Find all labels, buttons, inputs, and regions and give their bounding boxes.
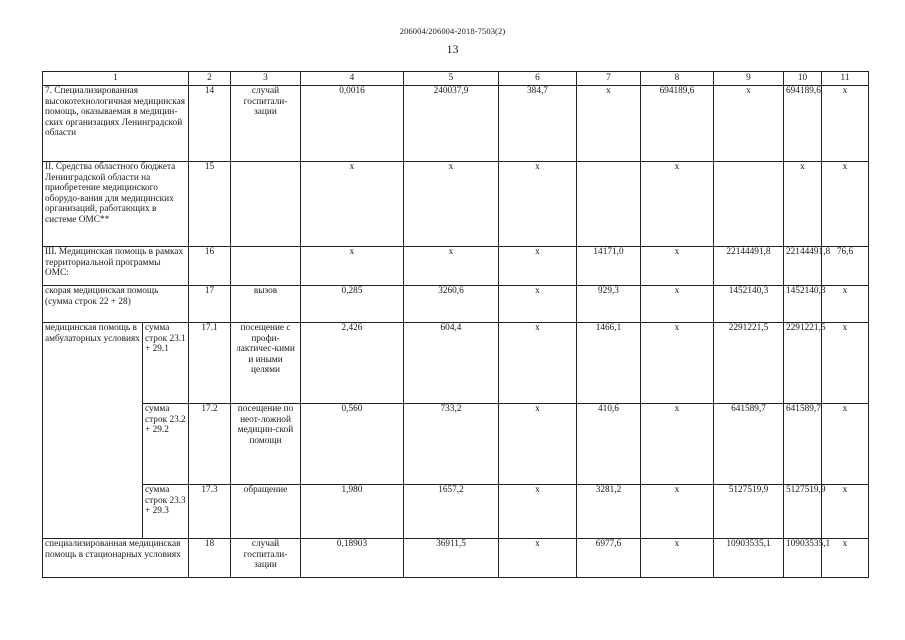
cell-col5: 240037,9 xyxy=(404,86,499,162)
row-subtitle: сумма строк 23.3 + 29.3 xyxy=(143,485,189,539)
cell-col7: 14171,0 xyxy=(577,247,641,286)
cell-col8: х xyxy=(641,404,714,485)
row-name: специализированная медицинская помощь в стационарных условиях xyxy=(43,539,189,578)
row-unit: посещение по неот-ложной медицин-ской помощи xyxy=(231,404,301,485)
cell-col7: 410,6 xyxy=(577,404,641,485)
row-number: 18 xyxy=(189,539,231,578)
cell-col4: 0,0016 xyxy=(301,86,404,162)
cell-col4: 2,426 xyxy=(301,323,404,404)
cell-col9: 641589,7 xyxy=(714,404,784,485)
cell-col6: х xyxy=(499,539,577,578)
cell-col6: х xyxy=(499,485,577,539)
row-unit: обращение xyxy=(231,485,301,539)
cell-col4: х xyxy=(301,162,404,247)
cell-col10: х xyxy=(784,162,822,247)
col-header-6: 6 xyxy=(499,72,577,86)
cell-col8: х xyxy=(641,539,714,578)
cell-col5: х xyxy=(404,247,499,286)
cell-col4: 1,980 xyxy=(301,485,404,539)
row-unit xyxy=(231,162,301,247)
row-number: 17.3 xyxy=(189,485,231,539)
cell-col10: 1452140,3 xyxy=(784,286,822,323)
cell-col6: х xyxy=(499,247,577,286)
table-row xyxy=(43,86,869,162)
cell-col11: х xyxy=(822,162,869,247)
row-number: 17.2 xyxy=(189,404,231,485)
row-name: 7. Специализированная высокотехнологичная медицинская помощь, оказываемая в медицин-ских организациях Ленинградской области xyxy=(43,86,189,162)
cell-col10: 10903535,1 xyxy=(784,539,822,578)
cell-col11: х xyxy=(822,485,869,539)
cell-col5: х xyxy=(404,162,499,247)
col-header-11: 11 xyxy=(822,72,869,86)
cell-col9: х xyxy=(714,86,784,162)
cell-col9: 10903535,1 xyxy=(714,539,784,578)
cell-col9: 22144491,8 xyxy=(714,247,784,286)
cell-col10: 641589,7 xyxy=(784,404,822,485)
cell-col9: 5127519,9 xyxy=(714,485,784,539)
row-subtitle: сумма строк 23.1 + 29.1 xyxy=(143,323,189,404)
table-row xyxy=(43,247,869,286)
group-name-continued xyxy=(43,404,143,485)
cell-col7: 929,3 xyxy=(577,286,641,323)
table-row xyxy=(43,539,869,578)
row-number: 14 xyxy=(189,86,231,162)
group-name-continued xyxy=(43,485,143,539)
cell-col11: х xyxy=(822,404,869,485)
row-name: III. Медицинская помощь в рамках территориальной программы ОМС: xyxy=(43,247,189,286)
cell-col10: 2291221,5 xyxy=(784,323,822,404)
cell-col11: 76,6 xyxy=(822,247,869,286)
cell-col6: х xyxy=(499,323,577,404)
cell-col8: х xyxy=(641,162,714,247)
cell-col7: х xyxy=(577,86,641,162)
cell-col4: х xyxy=(301,247,404,286)
table-row xyxy=(43,485,869,539)
cell-col5: 36911,5 xyxy=(404,539,499,578)
cell-col5: 3260,6 xyxy=(404,286,499,323)
col-header-2: 2 xyxy=(189,72,231,86)
cell-col11: х xyxy=(822,86,869,162)
cell-col5: 604,4 xyxy=(404,323,499,404)
cell-col6: х xyxy=(499,286,577,323)
cell-col7: 3281,2 xyxy=(577,485,641,539)
cell-col8: х xyxy=(641,485,714,539)
data-table xyxy=(42,71,869,578)
row-number: 15 xyxy=(189,162,231,247)
group-name: медицинская помощь в амбулаторных условиях xyxy=(43,323,143,404)
row-name: скорая медицинская помощь (сумма строк 22 + 28) xyxy=(43,286,189,323)
cell-col10: 5127519,9 xyxy=(784,485,822,539)
document-id: 206004/206004-2018-7503(2) xyxy=(399,26,506,36)
cell-col10: 694189,6 xyxy=(784,86,822,162)
table-row xyxy=(43,404,869,485)
cell-col6: х xyxy=(499,162,577,247)
page-number: 13 xyxy=(446,42,459,56)
row-unit: случай госпитали-зации xyxy=(231,539,301,578)
col-header-9: 9 xyxy=(714,72,784,86)
row-number: 17 xyxy=(189,286,231,323)
cell-col4: 0,285 xyxy=(301,286,404,323)
row-number: 17.1 xyxy=(189,323,231,404)
cell-col8: 694189,6 xyxy=(641,86,714,162)
col-header-10: 10 xyxy=(784,72,822,86)
cell-col9: 1452140,3 xyxy=(714,286,784,323)
col-header-3: 3 xyxy=(231,72,301,86)
cell-col7 xyxy=(577,162,641,247)
table-row xyxy=(43,162,869,247)
row-unit: посещение с профи-лактичес-кими и иными целями xyxy=(231,323,301,404)
row-unit xyxy=(231,247,301,286)
col-header-7: 7 xyxy=(577,72,641,86)
cell-col5: 1657,2 xyxy=(404,485,499,539)
cell-col9 xyxy=(714,162,784,247)
cell-col4: 0,560 xyxy=(301,404,404,485)
row-name: II. Средства областного бюджета Ленинградской области на приобретение медицинского оборудо-вания для медицинских организаций, работающих в системе ОМС** xyxy=(43,162,189,247)
cell-col7: 1466,1 xyxy=(577,323,641,404)
cell-col11: х xyxy=(822,539,869,578)
row-unit: случай госпитали-зации xyxy=(231,86,301,162)
col-header-5: 5 xyxy=(404,72,499,86)
row-subtitle: сумма строк 23.2 + 29.2 xyxy=(143,404,189,485)
col-header-1: 1 xyxy=(43,72,189,86)
col-header-4: 4 xyxy=(301,72,404,86)
cell-col10: 22144491,8 xyxy=(784,247,822,286)
cell-col8: х xyxy=(641,286,714,323)
cell-col6: х xyxy=(499,404,577,485)
cell-col5: 733,2 xyxy=(404,404,499,485)
cell-col7: 6977,6 xyxy=(577,539,641,578)
row-number: 16 xyxy=(189,247,231,286)
table-row xyxy=(43,286,869,323)
row-unit: вызов xyxy=(231,286,301,323)
cell-col9: 2291221,5 xyxy=(714,323,784,404)
cell-col8: х xyxy=(641,247,714,286)
cell-col11: х xyxy=(822,323,869,404)
cell-col6: 384,7 xyxy=(499,86,577,162)
cell-col4: 0,18903 xyxy=(301,539,404,578)
cell-col8: х xyxy=(641,323,714,404)
col-header-8: 8 xyxy=(641,72,714,86)
column-header-row xyxy=(43,72,869,86)
table-row xyxy=(43,323,869,404)
cell-col11: х xyxy=(822,286,869,323)
